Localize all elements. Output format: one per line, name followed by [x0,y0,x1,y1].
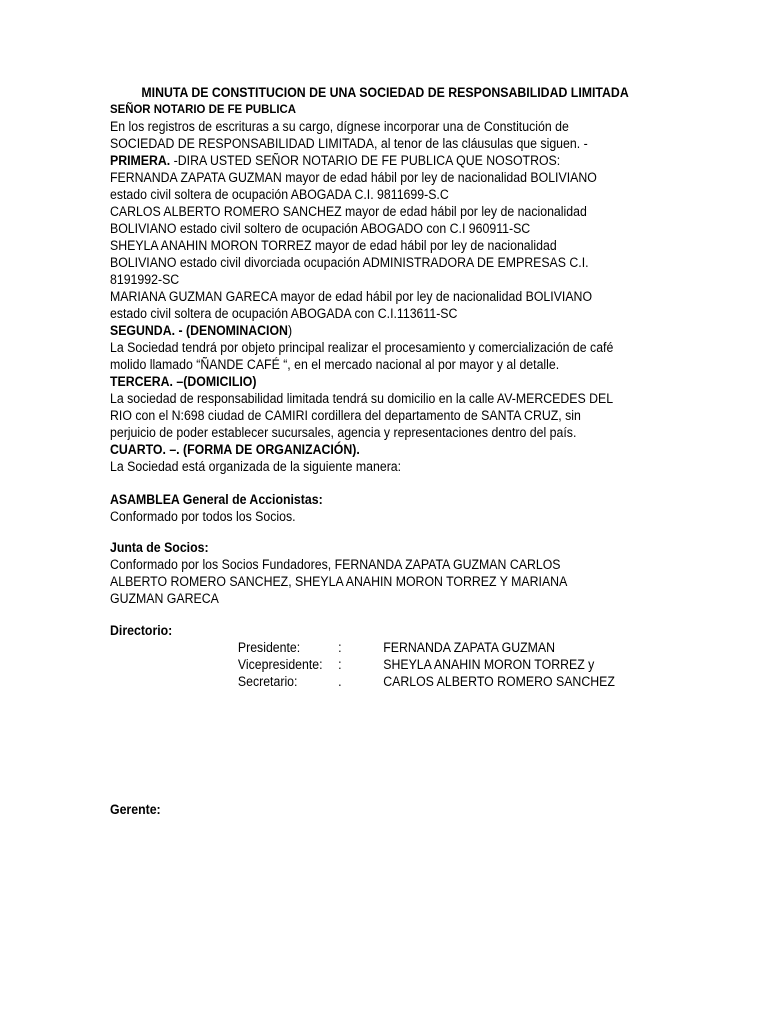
member-paragraph: MARIANA GUZMAN GARECA mayor de edad hábil por ley de nacionalidad BOLIVIANO estado civil soltera de ocupación ABOGADA con C.I.113611-SC [110,289,593,321]
member-paragraph: CARLOS ALBERTO ROMERO SANCHEZ mayor de edad hábil por ley de nacionalidad BOLIVIANO estado civil soltero de ocupación ABOGADO con C.I 960911-SC [110,204,587,236]
clause-segunda-label: SEGUNDA. - (DENOMINACION [110,323,288,338]
document-body [110,84,629,818]
directorio-separator: . [338,674,342,689]
clause-cuarto-heading: CUARTO. –. (FORMA DE ORGANIZACIÓN). [110,442,360,457]
directorio-heading: Directorio: [110,623,173,638]
intro-paragraph: En los registros de escrituras a su cargo, dígnese incorporar una de Constitución de SOCIEDAD DE RESPONSABILIDAD LIMITADA, al tenor de las cláusulas que siguen. - [110,119,588,151]
clause-primera-text: -DIRA USTED SEÑOR NOTARIO DE FE PUBLICA QUE NOSOTROS: [170,153,561,168]
member-paragraph: FERNANDA ZAPATA GUZMAN mayor de edad hábil por ley de nacionalidad BOLIVIANO estado civil soltera de ocupación ABOGADA C.I. 9811699-S.C [110,170,597,202]
clause-segunda-heading [110,322,616,339]
directorio-row [238,673,616,690]
asamblea-text: Conformado por todos los Socios. [110,509,296,524]
clause-segunda-suffix: ) [287,323,293,338]
clause-tercera-text: La sociedad de responsabilidad limitada tendrá su domicilio en la calle AV-MERCEDES DEL RIO con el N:698 ciudad de CAMIRI cordillera del departamento de SANTA CRUZ, sin perjuicio de poder establecer sucursales, agencia y representaciones dentro del país. [110,391,613,440]
clause-primera-label: PRIMERA. [110,153,171,168]
directorio-name: SHEYLA ANAHIN MORON TORREZ y [383,657,595,672]
clause-tercera-heading: TERCERA. –(DOMICILIO) [110,374,257,389]
junta-text: Conformado por los Socios Fundadores, FERNANDA ZAPATA GUZMAN CARLOS ALBERTO ROMERO SANCHEZ, SHEYLA ANAHIN MORON TORREZ Y MARIANA GUZMAN GARECA [110,557,567,606]
directorio-row [238,639,616,656]
directorio-row [238,656,616,673]
document-title: MINUTA DE CONSTITUCION DE UNA SOCIEDAD DE RESPONSABILIDAD LIMITADA [141,85,629,100]
directorio-name: CARLOS ALBERTO ROMERO SANCHEZ [383,674,615,689]
addressee: SEÑOR NOTARIO DE FE PUBLICA [110,102,296,116]
clause-cuarto-text: La Sociedad está organizada de la siguiente manera: [110,459,402,474]
clause-primera [110,152,616,169]
junta-heading: Junta de Socios: [110,540,209,555]
member-paragraph: SHEYLA ANAHIN MORON TORREZ mayor de edad hábil por ley de nacionalidad BOLIVIANO estado civil divorciada ocupación ADMINISTRADORA DE EMPRESAS C.I. 8191992-SC [110,238,589,287]
directorio-name: FERNANDA ZAPATA GUZMAN [383,640,556,655]
directorio-role: Vicepresidente: [237,657,323,672]
directorio-separator: : [338,640,342,655]
directorio-separator: : [338,657,342,672]
directorio-role: Presidente: [237,640,301,655]
directorio-role: Secretario: [237,674,298,689]
asamblea-heading: ASAMBLEA General de Accionistas: [110,492,323,507]
gerente-heading: Gerente: [110,802,161,817]
clause-segunda-text: La Sociedad tendrá por objeto principal realizar el procesamiento y comercialización de café molido llamado “ÑANDE CAFÉ “, en el mercado nacional al por mayor y al detalle. [110,340,614,372]
